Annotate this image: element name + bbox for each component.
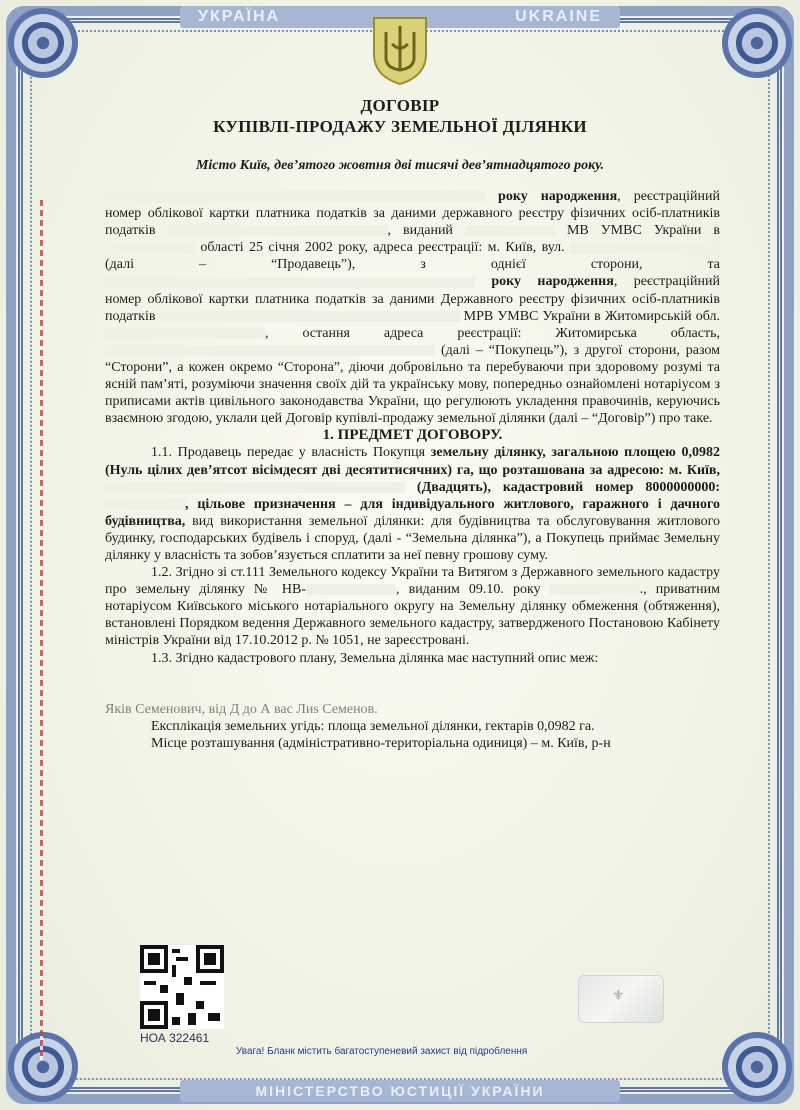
- redacted-text: [105, 243, 195, 254]
- seller-issued: , виданий: [387, 223, 453, 239]
- trident-icon: [368, 14, 432, 86]
- redacted-text: [105, 345, 435, 356]
- seller-mvs: МВ УМВС України в: [566, 223, 721, 239]
- footer-band-text: МІНІСТЕРСТВО ЮСТИЦІЇ УКРАЇНИ: [255, 1083, 545, 1099]
- doc-title-line1: ДОГОВІР: [360, 96, 440, 115]
- clause-1-2-issued: , виданим 09.10.: [396, 582, 504, 598]
- redacted-text: [465, 225, 555, 236]
- clause-1-1-cadastre: (Двадцять), кадастровий номер 8000000000:: [416, 479, 720, 495]
- header-band-right: UKRAINE: [515, 8, 602, 25]
- hologram-trident-icon: ⚜: [612, 989, 625, 1004]
- clause-1-3: 1.3. Згідно кадастрового плану, Земельна ділянка має наступний опис меж:: [151, 650, 599, 666]
- doc-title-line2: КУПІВЛІ-ПРОДАЖУ ЗЕМЕЛЬНОЇ ДІЛЯНКИ: [213, 117, 587, 136]
- section-heading: 1. ПРЕДМЕТ ДОГОВОРУ.: [322, 427, 503, 444]
- seller-text-2: області 25 січня 2002 року, адреса реєстрації: м. Київ, вул.: [200, 240, 565, 256]
- clause-1-1-lead: 1.1. Продавець передає у власність Покупця: [151, 445, 426, 461]
- buyer-mrv: МРВ УМВС України в Житомирській обл.: [463, 308, 721, 324]
- header-band-left: УКРАЇНА: [198, 8, 281, 25]
- corner-rosette-icon: [8, 1032, 78, 1102]
- clause-1-1-purpose: , цільове призначення – для індивідуального житлового, гаражного і дачного будівництва,: [105, 496, 720, 529]
- redacted-text: [105, 499, 185, 510]
- security-thread: [40, 200, 43, 1060]
- footer-band: [180, 1080, 620, 1102]
- corner-rosette-icon: [722, 8, 792, 78]
- buyer-text-3: (далі – “Покупець”), з другої сторони, разом “Сторони”, а кожен окремо “Сторона”, діючи добровільно та перебуваючи при здоровому розумі та ясній пам’яті, розуміючи значення своїх дій та українську мову, попередньо ознайомлені нотаріусом з приписами актів цивільного законодавства України, що регулюють укладення правочинів, керуючись взаємною згодою, уклали цей Договір купівлі-продажу земельної ділянки (далі – “Договір”) про таке.: [105, 342, 721, 427]
- redacted-text: [550, 584, 640, 595]
- blank-serial-number: НОА 322461: [140, 1031, 210, 1045]
- place-date: Місто Київ, дев’ятого жовтня дві тисячі дев’ятнадцятого року.: [195, 158, 605, 173]
- redacted-text: [306, 584, 396, 595]
- buyer-text-1: , реєстраційний номер облікової картки платника податків за даними Державного реєстру фізичних осіб-платників податків: [105, 274, 720, 324]
- parties-paragraph: [105, 188, 720, 427]
- redacted-text: [105, 482, 405, 493]
- qr-code-icon: [140, 945, 224, 1029]
- redacted-text: [105, 277, 475, 288]
- contract-body: [105, 188, 720, 752]
- clause-1-2-year: року: [513, 582, 541, 598]
- seller-text-1: , реєстраційний номер облікової картки платника податків за даними державного реєстру фізичних осіб-платників податків: [105, 189, 721, 239]
- redacted-text: [105, 328, 265, 339]
- clause-1-2-body: ., приватним нотаріусом Київського міського нотаріального округу на Земельну ділянку обмеження (обтяження), встановлені Порядком ведення Державного земельного кадастру, затвердженого Постановою Кабінету міністрів України від 17.10.2012 р. № 1051, не зареєстровані.: [105, 582, 720, 649]
- corner-rosette-icon: [722, 1032, 792, 1102]
- clause-1-2-lead: 1.2. Згідно зі ст.111 Земельного кодексу України та Витягом з Державного земельного кадастру про земельну ділянку № НВ-: [105, 565, 720, 598]
- buyer-text-2: , остання адреса реєстрації: Житомирська область,: [265, 325, 720, 341]
- location-line: Місце розташування (адміністративно-територіальна одиниця) – м. Київ, р-н: [151, 735, 611, 751]
- security-warning: Увага! Бланк містить багатоступеневий захист від підроблення: [236, 1046, 528, 1057]
- clause-1-2: [105, 564, 720, 649]
- redacted-text: [570, 243, 720, 254]
- clause-1-1: [105, 444, 720, 564]
- seller-text-3: (далі – “Продавець”), з однієї сторони, та: [105, 257, 720, 273]
- clause-1-1-use: вид використання земельної ділянки: для будівництва та обслуговування житлового будинку, господарських будівель і споруд, (далі - “Земельна ділянка”), а Покупець приймає Земельну ділянку у власність та зобов’язується сплатити за неї певну грошову суму.: [105, 513, 720, 563]
- explication-line: Експлікація земельних угідь: площа земельної ділянки, гектарів 0,0982 га.: [151, 718, 595, 734]
- redacted-boundary-description: [105, 667, 720, 701]
- seller-birth: року народження: [498, 189, 618, 204]
- redacted-text: [105, 191, 485, 202]
- clause-1-1-parcel: земельну ділянку, загальною площею 0,0982 (Нуль цілих дев’ятсот вісімдесят дві десятитисячних) га, що розташована за адресою: м. Київ,: [105, 445, 720, 478]
- redacted-text: [168, 225, 388, 236]
- redacted-text: [160, 311, 460, 322]
- buyer-birth: року народження: [491, 274, 614, 290]
- corner-rosette-icon: [8, 8, 78, 78]
- clause-1-3-partial: Яків Семенович, від Д до А вас Лиs Семенов.: [105, 701, 378, 717]
